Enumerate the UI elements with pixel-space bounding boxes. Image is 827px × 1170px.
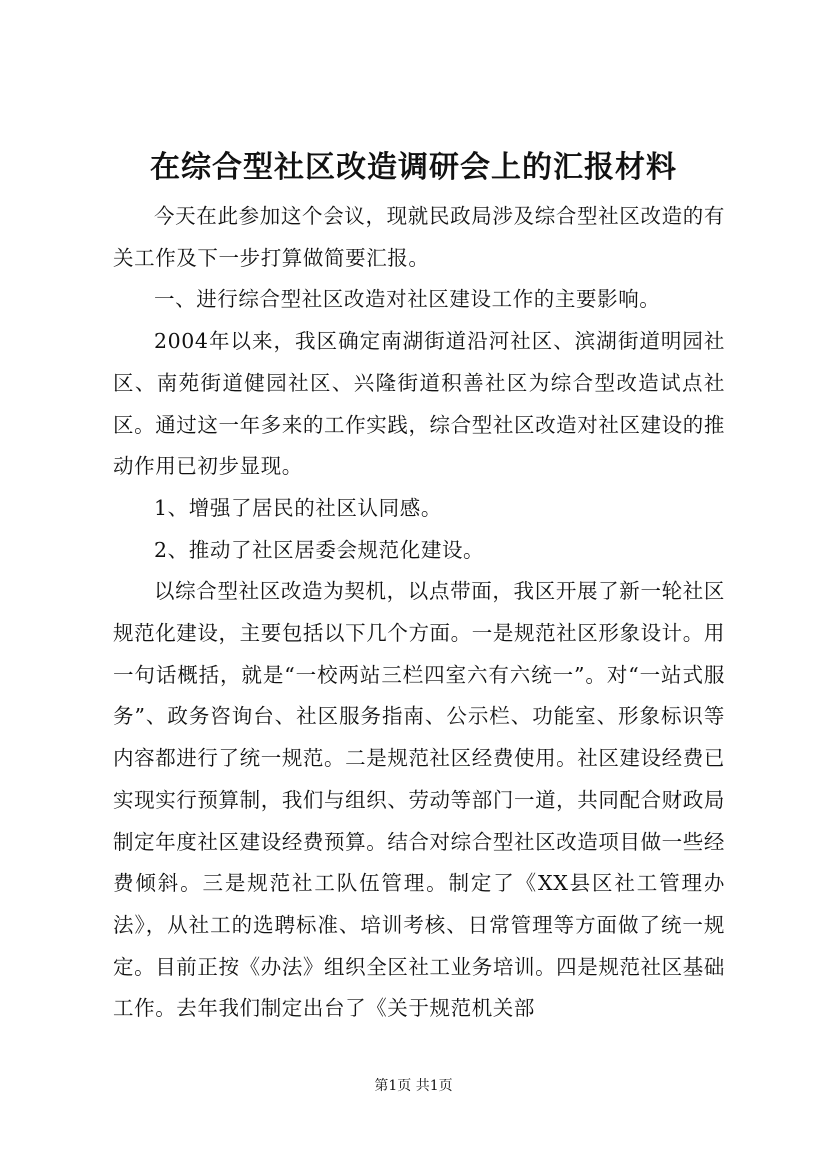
document-title: 在综合型社区改造调研会上的汇报材料 xyxy=(150,150,677,185)
paragraph-section-heading: 一、进行综合型社区改造对社区建设工作的主要影响。 xyxy=(154,287,661,312)
paragraph-point-2: 2、推动了社区居委会规范化建设。 xyxy=(154,537,485,562)
page-footer: 第1页 共1页 xyxy=(374,1078,453,1094)
paragraph-point-1: 1、增强了居民的社区认同感。 xyxy=(154,495,442,520)
paragraph-pilot-communities: 2004年以来，我区确定南湖街道沿河社区、滨湖街道明园社区、南苑街道健园社区、兴隆街道积善社区为综合型改造试点社区。通过这一年多来的工作实践，综合型社区改造对社区建设的推动作用已初步显现。 xyxy=(113,329,725,479)
paragraph-intro: 今天在此参加这个会议，现就民政局涉及综合型社区改造的有关工作及下一步打算做简要汇报。 xyxy=(113,204,725,270)
document-body xyxy=(113,196,725,1030)
paragraph-standardization: 以综合型社区改造为契机，以点带面，我区开展了新一轮社区规范化建设，主要包括以下几个方面。一是规范社区形象设计。用一句话概括，就是“一校两站三栏四室六有六统一”。对“一站式服务”、政务咨询台、社区服务指南、公示栏、功能室、形象标识等内容都进行了统一规范。二是规范社区经费使用。社区建设经费已实现实行预算制，我们与组织、劳动等部门一道，共同配合财政局制定年度社区建设经费预算。结合对综合型社区改造项目做一些经费倾斜。三是规范社工队伍管理。制定了《XX县区社工管理办法》，从社工的选聘标准、培训考核、日常管理等方面做了统一规定。目前正按《办法》组织全区社工业务培训。四是规范社区基础工作。去年我们制定出台了《关于规范机关部 xyxy=(113,579,725,1021)
